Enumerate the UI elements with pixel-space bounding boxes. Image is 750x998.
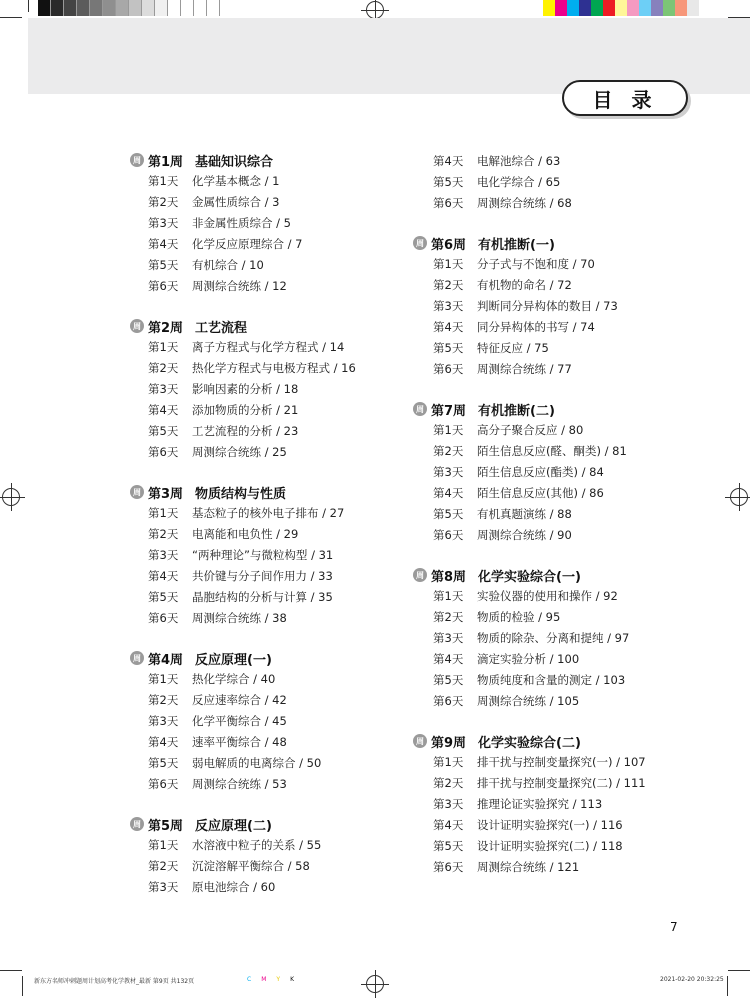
toc-entry <box>413 772 646 793</box>
toc-entry-title: 添加物质的分析 / 21 <box>192 402 299 417</box>
toc-entry-day: 第1天 <box>433 256 464 271</box>
toc-entry <box>130 502 356 523</box>
toc-week-section <box>413 565 646 711</box>
toc-entry-day: 第2天 <box>148 360 179 375</box>
toc-entry-day: 第3天 <box>148 381 179 396</box>
toc-entry-day: 第3天 <box>148 215 179 230</box>
week-badge-icon: 周 <box>130 153 144 167</box>
toc-entry <box>413 503 646 524</box>
color-swatch <box>168 0 181 16</box>
print-slug-info: 新东方名师冲刺题周计划高考化学教材_最新 第9页 共132页 <box>34 978 195 985</box>
toc-week-section <box>413 399 646 545</box>
week-badge-icon: 周 <box>413 402 427 416</box>
toc-entry-title: 沉淀溶解平衡综合 / 58 <box>192 858 310 873</box>
color-swatch <box>543 0 555 16</box>
toc-entry <box>130 773 356 794</box>
toc-entry-day: 第1天 <box>148 339 179 354</box>
toc-entry <box>130 441 356 462</box>
toc-entry-day: 第2天 <box>433 443 464 458</box>
toc-entry <box>130 710 356 731</box>
cmyk-letter: M <box>261 976 267 983</box>
color-swatch <box>155 0 168 16</box>
toc-title-pill <box>562 80 688 116</box>
color-swatch <box>142 0 155 16</box>
toc-entry-day: 第5天 <box>433 672 464 687</box>
toc-week-number: 第8周 <box>431 569 467 585</box>
toc-left-column <box>130 150 356 917</box>
toc-entry-day: 第4天 <box>433 319 464 334</box>
week-badge-icon: 周 <box>413 236 427 250</box>
toc-week-topic: 化学实验综合(二) <box>478 735 581 751</box>
toc-week-number: 第5周 <box>148 818 184 834</box>
toc-entry <box>413 524 646 545</box>
toc-entry <box>130 607 356 628</box>
toc-entry-title: 周测综合统练 / 25 <box>192 444 287 459</box>
grayscale-color-bar <box>38 0 220 16</box>
toc-entry <box>413 316 646 337</box>
toc-week-number: 第9周 <box>431 735 467 751</box>
toc-entry-day: 第5天 <box>148 423 179 438</box>
toc-entry <box>413 274 646 295</box>
toc-entry-title: 周测综合统练 / 90 <box>477 527 572 542</box>
week-badge-icon: 周 <box>130 651 144 665</box>
registration-mark-bottom <box>366 975 384 993</box>
toc-week-section <box>413 731 646 877</box>
toc-entry <box>130 399 356 420</box>
toc-week-section <box>413 233 646 379</box>
toc-entry-day: 第1天 <box>433 754 464 769</box>
color-swatch <box>51 0 64 16</box>
toc-entry-title: 热化学综合 / 40 <box>192 671 276 686</box>
toc-entry-day: 第3天 <box>433 298 464 313</box>
toc-entry-day: 第6天 <box>148 444 179 459</box>
toc-entry-title: 周测综合统练 / 12 <box>192 278 287 293</box>
color-swatch <box>64 0 77 16</box>
toc-entry-title: 物质纯度和含量的测定 / 103 <box>477 672 626 687</box>
page-title: 目 录 <box>592 87 658 112</box>
toc-entry-title: 排干扰与控制变量探究(二) / 111 <box>477 775 646 790</box>
toc-week-section <box>130 150 356 296</box>
toc-entry-title: 判断同分异构体的数目 / 73 <box>477 298 618 313</box>
toc-entry-day: 第4天 <box>433 153 464 168</box>
toc-week-topic: 化学实验综合(一) <box>478 569 581 585</box>
crop-mark <box>0 17 22 18</box>
toc-entry-title: 晶胞结构的分析与计算 / 35 <box>192 589 333 604</box>
toc-entry <box>413 419 646 440</box>
toc-entry-title: 推理论证实验探究 / 113 <box>477 796 603 811</box>
toc-entry-day: 第1天 <box>148 837 179 852</box>
toc-entry-day: 第3天 <box>148 713 179 728</box>
cmyk-letter: C <box>247 976 252 983</box>
toc-entry-title: 同分异构体的书写 / 74 <box>477 319 595 334</box>
toc-entry <box>130 420 356 441</box>
toc-entry-title: 有机真题演练 / 88 <box>477 506 572 521</box>
toc-entry-title: 周测综合统练 / 53 <box>192 776 287 791</box>
toc-entry-title: 电离能和电负性 / 29 <box>192 526 299 541</box>
toc-entry <box>413 253 646 274</box>
toc-entry-title: 滴定实验分析 / 100 <box>477 651 580 666</box>
toc-entry <box>413 192 646 213</box>
color-swatch <box>699 0 711 16</box>
toc-entry-title: 电化学综合 / 65 <box>477 174 561 189</box>
toc-entry <box>130 668 356 689</box>
toc-entry-day: 第3天 <box>433 464 464 479</box>
toc-week-section <box>130 648 356 794</box>
toc-entry-day: 第1天 <box>148 505 179 520</box>
crop-mark <box>0 970 22 971</box>
toc-entry-title: 共价键与分子间作用力 / 33 <box>192 568 333 583</box>
toc-entry-day: 第3天 <box>148 547 179 562</box>
toc-entry <box>413 835 646 856</box>
toc-week-number: 第3周 <box>148 486 184 502</box>
toc-week-topic: 反应原理(二) <box>195 818 272 834</box>
toc-entry <box>413 648 646 669</box>
toc-entry-day: 第6天 <box>148 278 179 293</box>
week-badge-icon: 周 <box>130 817 144 831</box>
toc-entry-title: 周测综合统练 / 68 <box>477 195 572 210</box>
toc-entry-day: 第4天 <box>433 651 464 666</box>
color-swatch <box>181 0 194 16</box>
toc-week-topic: 有机推断(一) <box>478 237 555 253</box>
toc-entry-title: 分子式与不饱和度 / 70 <box>477 256 595 271</box>
week-badge-icon: 周 <box>413 734 427 748</box>
toc-entry-title: 陌生信息反应(其他) / 86 <box>477 485 604 500</box>
toc-entry <box>413 585 646 606</box>
toc-entry-title: 物质的检验 / 95 <box>477 609 561 624</box>
registration-mark-right <box>730 488 748 506</box>
toc-entry <box>130 336 356 357</box>
toc-entry <box>413 440 646 461</box>
toc-entry-day: 第4天 <box>148 568 179 583</box>
toc-entry-day: 第6天 <box>433 527 464 542</box>
toc-week-topic: 物质结构与性质 <box>195 486 287 502</box>
print-slug-timestamp: 2021-02-20 20:32:25 <box>660 976 724 983</box>
toc-entry-day: 第5天 <box>148 755 179 770</box>
toc-entry-day: 第1天 <box>148 173 179 188</box>
toc-week-number: 第2周 <box>148 320 184 336</box>
toc-entry-title: 速率平衡综合 / 48 <box>192 734 287 749</box>
toc-entry-title: 非金属性质综合 / 5 <box>192 215 292 230</box>
toc-entry <box>413 751 646 772</box>
color-swatch <box>567 0 579 16</box>
toc-entry <box>130 689 356 710</box>
toc-entry-day: 第6天 <box>433 195 464 210</box>
toc-entry <box>130 254 356 275</box>
print-slug-cmyk <box>247 976 304 983</box>
toc-entry-day: 第4天 <box>148 236 179 251</box>
toc-entry-day: 第4天 <box>433 817 464 832</box>
toc-entry-day: 第4天 <box>433 485 464 500</box>
registration-mark-left <box>2 488 20 506</box>
toc-entry <box>413 461 646 482</box>
toc-entry-day: 第3天 <box>433 630 464 645</box>
toc-entry <box>130 544 356 565</box>
toc-entry <box>413 669 646 690</box>
toc-entry-title: 陌生信息反应(酯类) / 84 <box>477 464 604 479</box>
toc-week-number: 第7周 <box>431 403 467 419</box>
toc-week-heading <box>130 316 356 336</box>
toc-entry-title: 基态粒子的核外电子排布 / 27 <box>192 505 345 520</box>
toc-entry <box>413 627 646 648</box>
toc-entry-title: 特征反应 / 75 <box>477 340 549 355</box>
toc-entry-day: 第2天 <box>148 692 179 707</box>
color-swatch <box>555 0 567 16</box>
toc-entry-title: 热化学方程式与电极方程式 / 16 <box>192 360 356 375</box>
toc-entry-title: 设计证明实验探究(二) / 118 <box>477 838 623 853</box>
toc-entry-day: 第5天 <box>148 589 179 604</box>
toc-week-heading <box>130 482 356 502</box>
toc-entry-day: 第6天 <box>433 859 464 874</box>
toc-entry-day: 第1天 <box>433 588 464 603</box>
toc-week-number: 第4周 <box>148 652 184 668</box>
toc-entry-day: 第2天 <box>148 194 179 209</box>
week-badge-icon: 周 <box>413 568 427 582</box>
toc-entry-title: 工艺流程的分析 / 23 <box>192 423 299 438</box>
toc-entry <box>413 337 646 358</box>
toc-week-heading <box>413 233 646 253</box>
toc-entry-day: 第1天 <box>433 422 464 437</box>
color-swatch <box>591 0 603 16</box>
toc-week-heading <box>413 565 646 585</box>
toc-entry-day: 第4天 <box>148 402 179 417</box>
toc-entry <box>413 793 646 814</box>
color-swatch <box>687 0 699 16</box>
toc-entry-day: 第3天 <box>148 879 179 894</box>
toc-entry-day: 第6天 <box>148 610 179 625</box>
toc-right-column <box>413 150 646 897</box>
toc-entry <box>130 378 356 399</box>
week-badge-icon: 周 <box>130 319 144 333</box>
toc-week-heading <box>130 648 356 668</box>
color-swatch <box>639 0 651 16</box>
registration-mark-top <box>366 1 384 19</box>
toc-entry-title: 化学基本概念 / 1 <box>192 173 280 188</box>
toc-entry-title: 物质的除杂、分离和提纯 / 97 <box>477 630 630 645</box>
toc-entry-day: 第4天 <box>148 734 179 749</box>
toc-entry-title: 有机综合 / 10 <box>192 257 264 272</box>
toc-entry-day: 第5天 <box>433 506 464 521</box>
color-swatch <box>627 0 639 16</box>
toc-entry <box>130 191 356 212</box>
color-swatch <box>651 0 663 16</box>
crop-mark <box>22 976 23 996</box>
toc-week-heading <box>130 150 356 170</box>
toc-entry-title: 原电池综合 / 60 <box>192 879 276 894</box>
color-swatch <box>90 0 103 16</box>
toc-entry-title: 离子方程式与化学方程式 / 14 <box>192 339 345 354</box>
toc-entry-day: 第6天 <box>433 693 464 708</box>
toc-entry-title: 反应速率综合 / 42 <box>192 692 287 707</box>
cmyk-letter: K <box>290 976 294 983</box>
color-swatch <box>116 0 129 16</box>
toc-entry-title: 实验仪器的使用和操作 / 92 <box>477 588 618 603</box>
week-badge-icon: 周 <box>130 485 144 499</box>
toc-entry-title: 电解池综合 / 63 <box>477 153 561 168</box>
toc-entry <box>413 358 646 379</box>
toc-entry <box>130 233 356 254</box>
toc-entry <box>413 856 646 877</box>
toc-week-heading <box>130 814 356 834</box>
toc-week-heading <box>413 731 646 751</box>
page-number: 7 <box>670 920 678 934</box>
toc-week-section <box>130 316 356 462</box>
cmyk-letter: Y <box>276 976 281 983</box>
toc-entry-title: 设计证明实验探究(一) / 116 <box>477 817 623 832</box>
toc-entry-day: 第2天 <box>148 526 179 541</box>
toc-entry-day: 第2天 <box>433 775 464 790</box>
crop-mark <box>727 976 728 996</box>
color-swatch <box>603 0 615 16</box>
toc-entry-day: 第1天 <box>148 671 179 686</box>
toc-entry-title: 水溶液中粒子的关系 / 55 <box>192 837 322 852</box>
toc-week-section <box>130 814 356 897</box>
toc-entry-title: 周测综合统练 / 121 <box>477 859 580 874</box>
toc-entry <box>130 752 356 773</box>
toc-entry <box>413 814 646 835</box>
toc-week-section <box>130 482 356 628</box>
color-swatch <box>38 0 51 16</box>
toc-entry-title: 周测综合统练 / 38 <box>192 610 287 625</box>
toc-entry-day: 第3天 <box>433 796 464 811</box>
toc-entry-title: 影响因素的分析 / 18 <box>192 381 299 396</box>
toc-entry-title: “两种理论”与微粒构型 / 31 <box>192 547 334 562</box>
toc-entry-title: 排干扰与控制变量探究(一) / 107 <box>477 754 646 769</box>
toc-entry-title: 周测综合统练 / 77 <box>477 361 572 376</box>
toc-entry <box>130 876 356 897</box>
color-swatch <box>194 0 207 16</box>
toc-entry-title: 有机物的命名 / 72 <box>477 277 572 292</box>
toc-entry-day: 第5天 <box>433 174 464 189</box>
toc-entry-day: 第5天 <box>433 838 464 853</box>
toc-entry-title: 金属性质综合 / 3 <box>192 194 280 209</box>
color-swatch <box>77 0 90 16</box>
toc-entry-day: 第2天 <box>148 858 179 873</box>
toc-entry-day: 第6天 <box>433 361 464 376</box>
toc-entry-title: 陌生信息反应(醛、酮类) / 81 <box>477 443 627 458</box>
toc-entry-day: 第5天 <box>433 340 464 355</box>
toc-entry <box>413 295 646 316</box>
cmyk-color-bar <box>543 0 711 16</box>
color-swatch <box>615 0 627 16</box>
toc-entry <box>413 482 646 503</box>
toc-entry <box>130 212 356 233</box>
color-swatch <box>103 0 116 16</box>
toc-entry <box>130 275 356 296</box>
toc-entry <box>413 171 646 192</box>
toc-week-number: 第6周 <box>431 237 467 253</box>
toc-week-topic: 有机推断(二) <box>478 403 555 419</box>
toc-entry <box>130 834 356 855</box>
color-swatch <box>579 0 591 16</box>
toc-week-topic: 基础知识综合 <box>195 154 274 170</box>
toc-week-heading <box>413 399 646 419</box>
crop-mark <box>728 970 750 971</box>
toc-entry-day: 第2天 <box>433 609 464 624</box>
color-swatch <box>663 0 675 16</box>
toc-entry-title: 化学反应原理综合 / 7 <box>192 236 303 251</box>
color-swatch <box>207 0 220 16</box>
toc-entry <box>413 150 646 171</box>
toc-entry-title: 化学平衡综合 / 45 <box>192 713 287 728</box>
toc-week-topic: 反应原理(一) <box>195 652 272 668</box>
toc-entry <box>130 731 356 752</box>
toc-week-topic: 工艺流程 <box>195 320 248 336</box>
toc-continued-entries <box>413 150 646 213</box>
toc-week-number: 第1周 <box>148 154 184 170</box>
toc-entry-day: 第2天 <box>433 277 464 292</box>
toc-entry-title: 高分子聚合反应 / 80 <box>477 422 584 437</box>
toc-entry <box>130 586 356 607</box>
toc-entry <box>413 606 646 627</box>
toc-entry-day: 第6天 <box>148 776 179 791</box>
toc-entry <box>130 565 356 586</box>
toc-entry <box>413 690 646 711</box>
toc-entry-title: 弱电解质的电离综合 / 50 <box>192 755 322 770</box>
toc-entry <box>130 170 356 191</box>
toc-entry <box>130 357 356 378</box>
toc-entry <box>130 523 356 544</box>
toc-entry-title: 周测综合统练 / 105 <box>477 693 580 708</box>
color-swatch <box>675 0 687 16</box>
toc-entry-day: 第5天 <box>148 257 179 272</box>
color-swatch <box>129 0 142 16</box>
crop-mark <box>28 0 29 12</box>
toc-entry <box>130 855 356 876</box>
